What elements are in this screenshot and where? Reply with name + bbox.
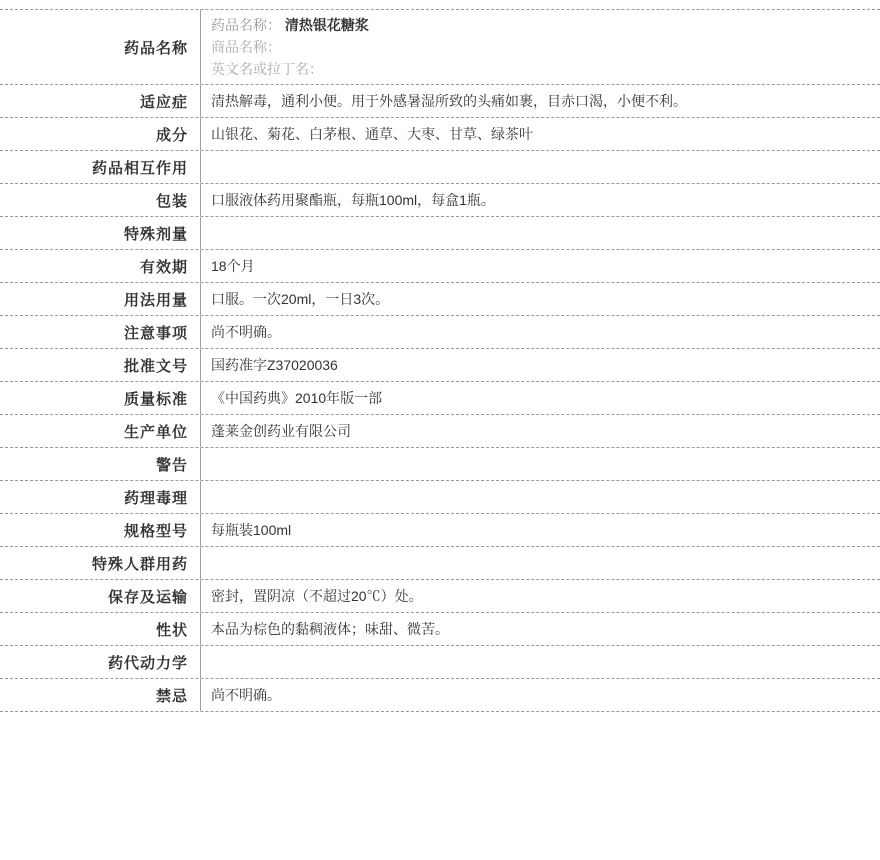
value-special-dosage — [201, 217, 880, 249]
value-approval-number: 国药准字Z37020036 — [211, 356, 338, 373]
drug-name-prefix: 药品名称： — [211, 17, 281, 33]
label-drug-name: 药品名称 — [0, 10, 201, 84]
drug-info-page — [0, 9, 880, 860]
value-warning — [201, 448, 880, 480]
row-warning — [0, 448, 880, 481]
label-ingredients: 成分 — [0, 118, 201, 150]
row-shelf-life — [0, 250, 880, 283]
value-special-populations — [201, 547, 880, 579]
value-shelf-life: 18个月 — [211, 257, 255, 274]
trade-name-line — [211, 36, 870, 58]
latin-name-prefix: 英文名或拉丁名： — [211, 61, 323, 77]
label-storage-transport: 保存及运输 — [0, 580, 201, 612]
value-drug-name — [201, 10, 880, 84]
row-packaging — [0, 184, 880, 217]
label-approval-number: 批准文号 — [0, 349, 201, 381]
row-specification — [0, 514, 880, 547]
label-packaging: 包装 — [0, 184, 201, 216]
label-properties: 性状 — [0, 613, 201, 645]
row-special-populations — [0, 547, 880, 580]
row-drug-interactions — [0, 151, 880, 184]
row-storage-transport — [0, 580, 880, 613]
label-warning: 警告 — [0, 448, 201, 480]
label-special-dosage: 特殊剂量 — [0, 217, 201, 249]
row-contraindications — [0, 679, 880, 712]
drug-name-text: 清热银花糖浆 — [284, 17, 369, 33]
value-storage-transport: 密封，置阴凉（不超过20℃）处。 — [211, 587, 423, 604]
value-ingredients: 山银花、菊花、白茅根、通草、大枣、甘草、绿茶叶 — [211, 125, 533, 142]
value-indications: 清热解毒，通利小便。用于外感暑湿所致的头痛如裹，目赤口渴，小便不利。 — [211, 92, 687, 109]
value-properties: 本品为棕色的黏稠液体；味甜、微苦。 — [211, 620, 449, 637]
row-quality-standard — [0, 382, 880, 415]
row-drug-name — [0, 10, 880, 85]
label-drug-interactions: 药品相互作用 — [0, 151, 201, 183]
value-dosage-usage: 口服。一次20ml，一日3次。 — [211, 290, 390, 307]
label-pharmacokinetics: 药代动力学 — [0, 646, 201, 678]
row-manufacturer — [0, 415, 880, 448]
row-pharmacology-toxicology — [0, 481, 880, 514]
row-properties — [0, 613, 880, 646]
row-approval-number — [0, 349, 880, 382]
latin-name-line — [211, 58, 870, 80]
label-specification: 规格型号 — [0, 514, 201, 546]
value-quality-standard: 《中国药典》2010年版一部 — [211, 389, 383, 406]
label-pharmacology-toxicology: 药理毒理 — [0, 481, 201, 513]
value-pharmacology-toxicology — [201, 481, 880, 513]
value-packaging: 口服液体药用聚酯瓶，每瓶100ml，每盒1瓶。 — [211, 191, 495, 208]
value-precautions: 尚不明确。 — [211, 323, 281, 340]
row-dosage-usage — [0, 283, 880, 316]
label-quality-standard: 质量标准 — [0, 382, 201, 414]
row-pharmacokinetics — [0, 646, 880, 679]
label-dosage-usage: 用法用量 — [0, 283, 201, 315]
label-precautions: 注意事项 — [0, 316, 201, 348]
drug-info-table — [0, 9, 880, 712]
row-ingredients — [0, 118, 880, 151]
row-indications — [0, 85, 880, 118]
row-special-dosage — [0, 217, 880, 250]
value-contraindications: 尚不明确。 — [211, 686, 281, 703]
label-indications: 适应症 — [0, 85, 201, 117]
label-contraindications: 禁忌 — [0, 679, 201, 711]
drug-name-line — [211, 14, 870, 36]
value-specification: 每瓶装100ml — [211, 521, 292, 538]
label-manufacturer: 生产单位 — [0, 415, 201, 447]
value-manufacturer: 蓬莱金创药业有限公司 — [211, 422, 351, 439]
row-precautions — [0, 316, 880, 349]
trade-name-prefix: 商品名称： — [211, 39, 281, 55]
value-pharmacokinetics — [201, 646, 880, 678]
value-drug-interactions — [201, 151, 880, 183]
label-shelf-life: 有效期 — [0, 250, 201, 282]
label-special-populations: 特殊人群用药 — [0, 547, 201, 579]
